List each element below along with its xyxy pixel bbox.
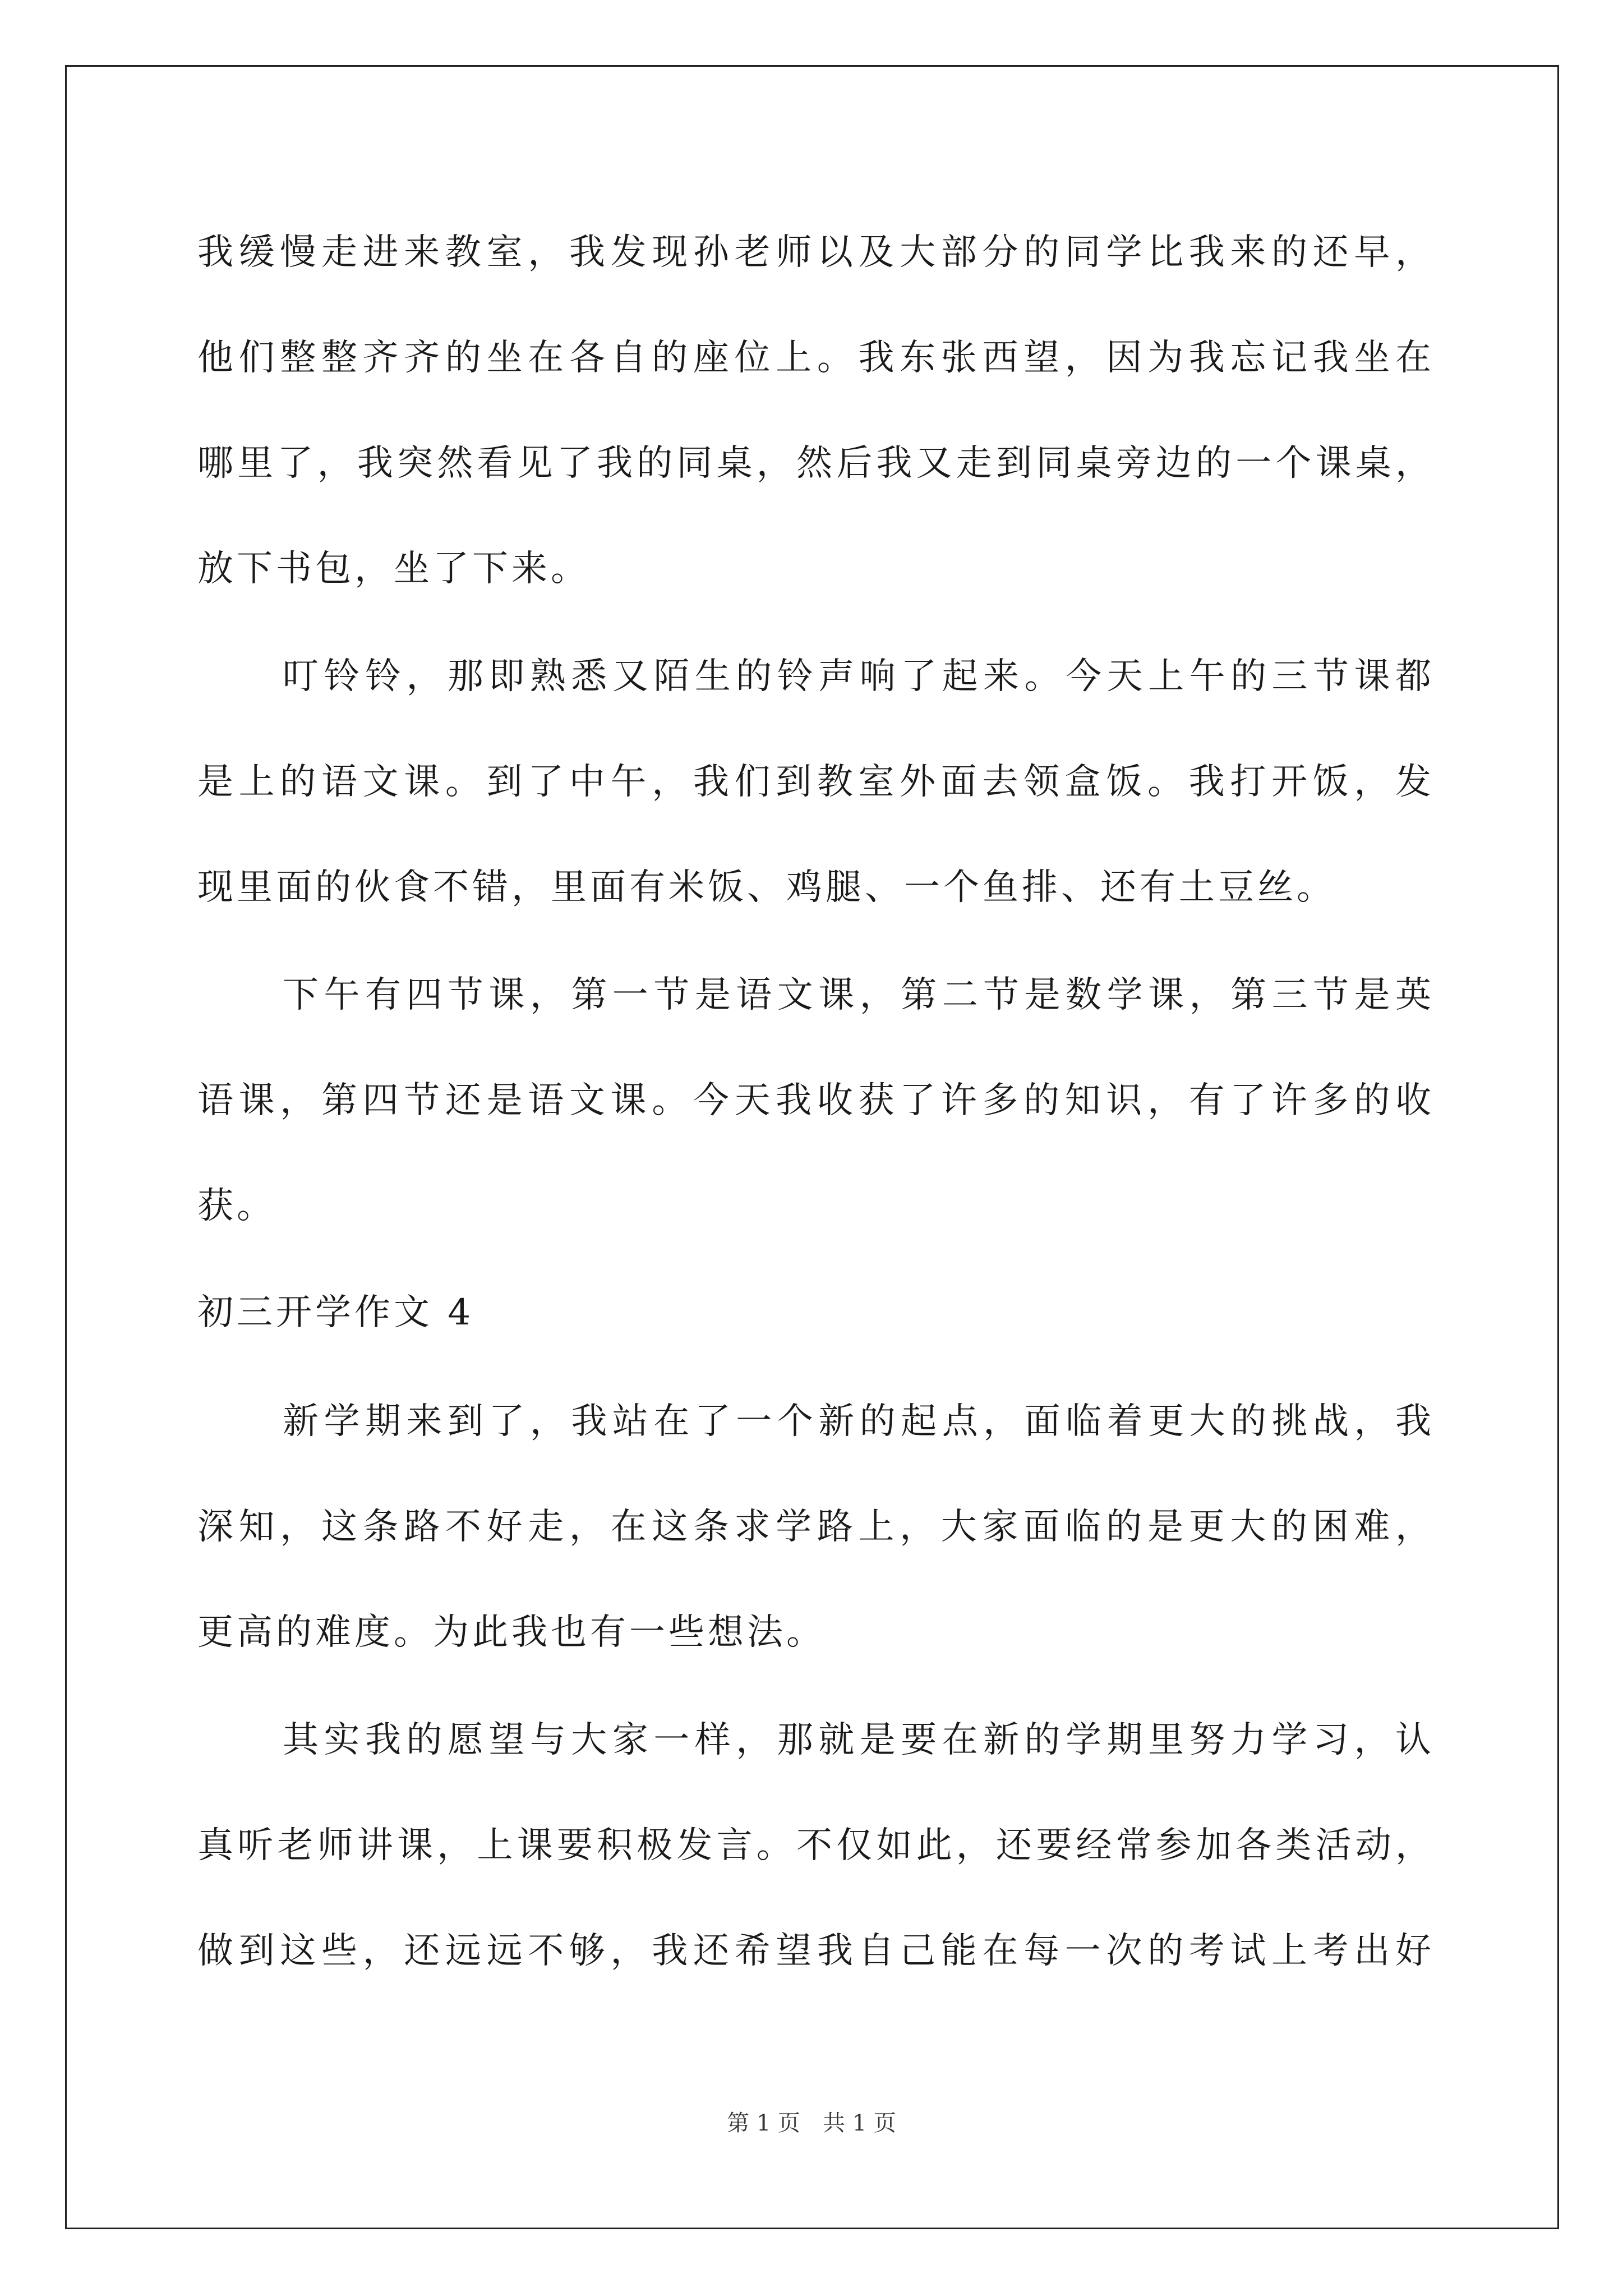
text-line: 真听老师讲课，上课要积极发言。不仅如此，还要经常参加各类活动，	[197, 1825, 1431, 1866]
paragraph-start-line: 叮铃铃，那即熟悉又陌生的铃声响了起来。今天上午的三节课都	[283, 656, 1431, 697]
text-line: 放下书包，坐了下来。	[197, 548, 590, 590]
text-line: 深知，这条路不好走，在这条求学路上，大家面临的是更大的困难，	[197, 1506, 1431, 1548]
text-line: 我缓慢走进来教室，我发现孙老师以及大部分的同学比我来的还早，	[197, 232, 1431, 273]
text-line: 哪里了，我突然看见了我的同桌，然后我又走到同桌旁边的一个课桌，	[197, 443, 1431, 484]
text-line: 获。	[197, 1185, 276, 1227]
paragraph-start-line: 新学期来到了，我站在了一个新的起点，面临着更大的挑战，我	[283, 1401, 1431, 1442]
text-line: 做到这些，还远远不够，我还希望我自己能在每一次的考试上考出好	[197, 1930, 1431, 1972]
text-line: 更高的难度。为此我也有一些想法。	[197, 1612, 826, 1653]
text-line: 语课，第四节还是语文课。今天我收获了许多的知识，有了许多的收	[197, 1080, 1431, 1121]
paragraph-start-line: 其实我的愿望与大家一样，那就是要在新的学期里努力学习，认	[283, 1719, 1431, 1761]
text-line: 他们整整齐齐的坐在各自的座位上。我东张西望，因为我忘记我坐在	[197, 337, 1431, 379]
section-heading: 初三开学作文 4	[197, 1292, 474, 1333]
text-line: 现里面的伙食不错，里面有米饭、鸡腿、一个鱼排、还有土豆丝。	[197, 867, 1336, 908]
text-line: 是上的语文课。到了中午，我们到教室外面去领盒饭。我打开饭，发	[197, 761, 1431, 803]
paragraph-start-line: 下午有四节课，第一节是语文课，第二节是数学课，第三节是英	[283, 974, 1431, 1016]
page-footer: 第 1 页 共 1 页	[727, 2110, 896, 2136]
